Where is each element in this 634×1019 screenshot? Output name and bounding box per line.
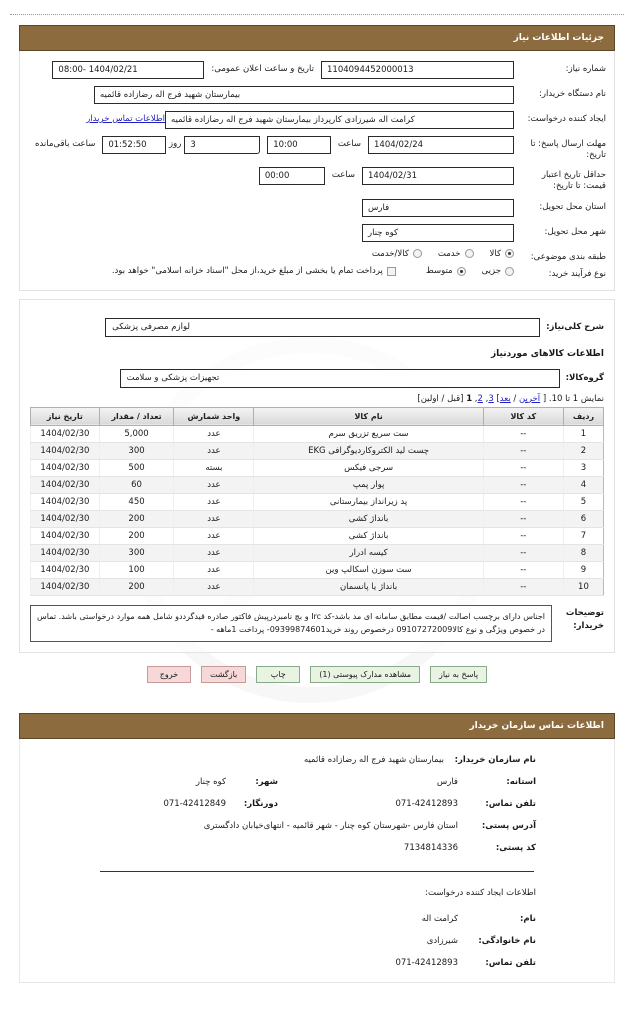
cell-code: -- <box>483 527 563 544</box>
process-label: نوع فرآیند خرید: <box>548 269 606 280</box>
checkbox-icon[interactable] <box>387 267 396 276</box>
details-section <box>10 14 624 683</box>
radio-icon[interactable] <box>505 267 514 276</box>
row-province <box>28 199 606 217</box>
buyer-notes <box>30 605 604 642</box>
contact-address-label: آدرس پستی: <box>481 820 536 831</box>
table-row[interactable] <box>31 544 604 561</box>
cell-code: -- <box>483 476 563 493</box>
cell-unit: عدد <box>174 476 254 493</box>
table-row[interactable] <box>31 527 604 544</box>
contact-org-value: بیمارستان شهید فرج اله رضازاده قائمیه <box>303 754 444 765</box>
cell-qty: 60 <box>99 476 173 493</box>
summary-label: شرح کلی‌نیاز: <box>546 322 604 333</box>
treasury-note: پرداخت تمام یا بخشی از مبلغ خرید،از محل "اسناد خزانه اسلامی" خواهد بود. <box>111 266 383 277</box>
cell-code: -- <box>483 510 563 527</box>
cell-unit: عدد <box>174 561 254 578</box>
process-option-jozi[interactable] <box>482 266 514 276</box>
pagination-next[interactable]: بعد <box>499 393 511 404</box>
action-buttons <box>10 666 624 683</box>
cell-name: پوار پمپ <box>254 476 483 493</box>
process-option-label-0: جزیی <box>481 266 501 277</box>
row-creator-last-name <box>40 936 594 946</box>
announce-label: تاریخ و ساعت اعلان عمومی: <box>211 64 314 74</box>
cell-radif: 10 <box>563 578 603 595</box>
cell-qty: 5,000 <box>99 425 173 442</box>
validity-hour-label: ساعت <box>331 170 355 181</box>
category-option-label-2: کالا/خدمت <box>371 248 409 259</box>
cell-name: کیسه ادرار <box>254 544 483 561</box>
contact-fax-value: 071-42412849 <box>163 798 226 809</box>
deadline-date-field[interactable]: 1404/02/24 <box>368 136 514 154</box>
contact-postal-label: کد پستی: <box>495 842 536 853</box>
category-option-label-0: کالا <box>489 248 501 259</box>
cell-name: بانداژ کشی <box>254 510 483 527</box>
cell-name: سرجی فیکس <box>254 459 483 476</box>
contact-body <box>19 739 615 983</box>
need-info-body <box>19 51 615 291</box>
goods-group-label: گروه‌کالا: <box>565 373 604 384</box>
row-summary <box>30 318 604 337</box>
back-button[interactable]: بازگشت <box>201 666 246 683</box>
row-contact-location <box>40 777 594 787</box>
row-contact-org <box>40 755 594 765</box>
validity-date-field[interactable]: 1404/02/31 <box>362 167 514 185</box>
category-label: طبقه بندی موضوعی: <box>530 251 606 262</box>
cell-qty: 300 <box>99 544 173 561</box>
deadline-label: مهلت ارسال پاسخ: تا تاریخ: <box>530 139 606 160</box>
row-contact-address <box>40 821 594 831</box>
city-field[interactable]: کوه چنار <box>362 224 514 242</box>
col-name: نام کالا <box>254 407 483 425</box>
notes-text: اجناس دارای برچسب اصالت /قیمت مطابق سامانه ای مد باشد-کد Irc و بچ نامبردرپیش فاکتور صادره قیدگرددو شامل همه موارد درخواستی باشد. تماس در خصوص ویژگی و نوع کالا09107272009 درخصوص روند خرید09399874601- پرداخت 1ماهه - <box>30 605 552 642</box>
buyer-org-field[interactable]: بیمارستان شهید فرج اله رضازاده قائمیه <box>94 86 514 104</box>
cell-date: 1404/02/30 <box>31 561 100 578</box>
cell-radif: 2 <box>563 442 603 459</box>
notes-label <box>552 605 604 642</box>
row-creator-first-name <box>40 914 594 924</box>
category-option-kala-khedmat[interactable] <box>372 249 422 259</box>
col-date: تاریخ نیاز <box>31 407 100 425</box>
contact-fax-label: دورنگار: <box>243 798 278 809</box>
table-row[interactable] <box>31 510 604 527</box>
table-row[interactable] <box>31 493 604 510</box>
cell-qty: 450 <box>99 493 173 510</box>
contact-org-label: نام سازمان خریدار: <box>454 754 536 765</box>
radio-icon[interactable] <box>505 249 514 258</box>
respond-button[interactable]: پاسخ به نیاز <box>430 666 487 683</box>
cell-unit: عدد <box>174 510 254 527</box>
cell-name: پد زیرانداز بیمارستانی <box>254 493 483 510</box>
cell-unit: عدد <box>174 425 254 442</box>
cell-date: 1404/02/30 <box>31 476 100 493</box>
cell-qty: 200 <box>99 527 173 544</box>
remaining-label: ساعت باقی‌مانده <box>34 139 96 149</box>
deadline-hour-label: ساعت <box>337 139 362 149</box>
cell-radif: 7 <box>563 527 603 544</box>
need-number-field[interactable]: 1104094452000013 <box>321 61 514 79</box>
table-row[interactable] <box>31 561 604 578</box>
row-category <box>28 249 606 263</box>
creator-field[interactable]: کرامت اله شیرزادی کارپرداز بیمارستان شهید فرج اله رضازاده قائمیه <box>165 111 514 129</box>
cell-date: 1404/02/30 <box>31 578 100 595</box>
remaining-days-field[interactable]: 3 <box>184 136 259 154</box>
cell-code: -- <box>483 493 563 510</box>
row-contact-postal <box>40 843 594 853</box>
col-radif: ردیف <box>563 407 603 425</box>
category-option-label-1: خدمت <box>437 248 461 259</box>
cell-unit: عدد <box>174 578 254 595</box>
cell-name: ست سوزن اسکالپ وین <box>254 561 483 578</box>
row-city <box>28 224 606 242</box>
cell-qty: 200 <box>99 510 173 527</box>
radio-icon[interactable] <box>465 249 474 258</box>
buyer-org-label: نام دستگاه خریدار: <box>539 89 606 99</box>
summary-field[interactable]: لوازم مصرفی پزشکی <box>105 318 540 337</box>
row-need-number <box>28 61 606 79</box>
cell-date: 1404/02/30 <box>31 544 100 561</box>
cell-qty: 300 <box>99 442 173 459</box>
row-goods-group <box>30 369 604 388</box>
radio-icon[interactable] <box>413 249 422 258</box>
goods-group-field[interactable]: تجهیزات پزشکی و سلامت <box>120 369 560 388</box>
announce-date-field[interactable]: 1404/02/21 -08:00 <box>52 61 204 79</box>
cell-name: چست لید الکتروکاردیوگرافی EKG <box>254 442 483 459</box>
col-unit: واحد شمارش <box>174 407 254 425</box>
cell-radif: 6 <box>563 510 603 527</box>
goods-section-title: اطلاعات کالاهای موردنیاز <box>490 348 604 359</box>
cell-date: 1404/02/30 <box>31 442 100 459</box>
contact-city-value: کوه چنار <box>195 776 226 787</box>
days-unit-label: روز <box>169 139 182 149</box>
cell-date: 1404/02/30 <box>31 510 100 527</box>
cell-radif: 1 <box>563 425 603 442</box>
table-row[interactable] <box>31 459 604 476</box>
category-option-khedmat[interactable] <box>438 249 474 259</box>
table-row[interactable] <box>31 476 604 493</box>
process-option-motavasset[interactable] <box>426 266 466 276</box>
table-row[interactable] <box>31 578 604 595</box>
cell-code: -- <box>483 578 563 595</box>
cell-radif: 4 <box>563 476 603 493</box>
contact-section <box>10 713 624 983</box>
cell-date: 1404/02/30 <box>31 493 100 510</box>
row-contact-phones <box>40 799 594 809</box>
row-buyer-org <box>28 86 606 104</box>
cell-code: -- <box>483 442 563 459</box>
contact-city-label: شهر: <box>255 776 278 787</box>
need-number-label: شماره نیاز: <box>565 64 606 74</box>
col-code: کد کالا <box>483 407 563 425</box>
cell-code: -- <box>483 425 563 442</box>
contact-address-value: استان فارس -شهرستان کوه چنار - شهر قائمیه - انتهای‌خیابان دادگستری <box>203 820 458 831</box>
goods-table <box>30 407 604 596</box>
goods-panel <box>19 299 615 653</box>
pagination-page-2[interactable]: 2 <box>477 393 483 404</box>
cell-unit: عدد <box>174 527 254 544</box>
cell-unit: عدد <box>174 442 254 459</box>
creator-phone-value: 071-42412893 <box>395 957 458 968</box>
creator-label: ایجاد کننده درخواست: <box>527 114 606 124</box>
province-field[interactable]: فارس <box>362 199 514 217</box>
cell-name: بانداژ یا پانسمان <box>254 578 483 595</box>
notes-label-line1: توضیحات <box>565 607 604 618</box>
cell-date: 1404/02/30 <box>31 459 100 476</box>
creator-first-name-label: نام: <box>519 913 536 924</box>
pagination-prev[interactable]: قبل <box>447 393 461 404</box>
view-attachments-button[interactable]: مشاهده مدارک پیوستی (1) <box>310 666 420 683</box>
row-process <box>28 266 606 280</box>
pagination-page-3[interactable]: 3 <box>488 393 494 404</box>
deadline-hour-field[interactable]: 10:00 <box>267 136 331 154</box>
row-deadline <box>28 136 606 160</box>
row-creator <box>28 111 606 129</box>
cell-unit: عدد <box>174 544 254 561</box>
validity-hour-field[interactable]: 00:00 <box>259 167 325 185</box>
creator-phone-label: تلفن تماس: <box>485 957 536 968</box>
creator-first-name-value: کرامت اله <box>421 913 458 924</box>
creator-last-name-value: شیرزادی <box>426 935 458 946</box>
cell-code: -- <box>483 544 563 561</box>
cell-radif: 5 <box>563 493 603 510</box>
cell-unit: بسته <box>174 459 254 476</box>
cell-qty: 100 <box>99 561 173 578</box>
pagination-last[interactable]: آخرین <box>519 393 541 404</box>
buyer-contact-link[interactable]: اطلاعات تماس خریدار <box>86 114 165 124</box>
cell-code: -- <box>483 459 563 476</box>
cell-name: بانداژ کشی <box>254 527 483 544</box>
contact-province-value: فارس <box>436 776 458 787</box>
cell-radif: 8 <box>563 544 603 561</box>
cell-date: 1404/02/30 <box>31 425 100 442</box>
validity-label: حداقل تاریخ اعتبار قیمت: تا تاریخ: <box>541 170 606 191</box>
row-creator-phone <box>40 958 594 968</box>
table-header-row <box>31 407 604 425</box>
process-option-label-1: متوسط <box>425 266 453 277</box>
contact-phone-label: تلفن تماس: <box>485 798 536 809</box>
print-button[interactable]: چاپ <box>256 666 300 683</box>
cell-unit: عدد <box>174 493 254 510</box>
contact-postal-value: 7134814336 <box>403 842 458 853</box>
cell-radif: 3 <box>563 459 603 476</box>
table-row[interactable] <box>31 425 604 442</box>
cell-qty: 200 <box>99 578 173 595</box>
pagination-prefix: نمایش 1 تا 10. <box>548 393 604 404</box>
cell-date: 1404/02/30 <box>31 527 100 544</box>
contact-section-title: اطلاعات تماس سازمان خریدار <box>19 713 615 739</box>
contact-phone-value: 071-42412893 <box>395 798 458 809</box>
pagination: نمایش 1 تا 10. [ آخرین / بعد] 3, 2, 1 [قبل / اولین] <box>417 393 604 404</box>
row-validity <box>28 167 606 191</box>
category-option-kala[interactable] <box>490 249 514 259</box>
city-label: شهر محل تحویل: <box>544 226 606 237</box>
pagination-page-1: 1 <box>466 393 473 404</box>
divider <box>100 871 534 872</box>
cell-name: ست سریع تزریق سرم <box>254 425 483 442</box>
cell-radif: 9 <box>563 561 603 578</box>
page-title: جزئیات اطلاعات نیاز <box>19 25 615 51</box>
exit-button[interactable]: خروج <box>147 666 191 683</box>
creator-section-title: اطلاعات ایجاد کننده درخواست: <box>425 887 536 898</box>
goods-table-body <box>31 425 604 595</box>
remaining-clock-field: 01:52:50 <box>102 136 166 154</box>
pagination-first[interactable]: اولین <box>420 393 439 404</box>
province-label: استان محل تحویل: <box>539 201 606 212</box>
radio-icon[interactable] <box>457 267 466 276</box>
notes-label-line2: خریدار: <box>573 621 604 632</box>
treasury-checkbox-group[interactable] <box>112 266 396 276</box>
cell-qty: 500 <box>99 459 173 476</box>
creator-last-name-label: نام خانوادگی: <box>478 935 536 946</box>
contact-province-label: استانه: <box>506 776 536 787</box>
cell-code: -- <box>483 561 563 578</box>
table-row[interactable] <box>31 442 604 459</box>
col-qty: تعداد / مقدار <box>99 407 173 425</box>
